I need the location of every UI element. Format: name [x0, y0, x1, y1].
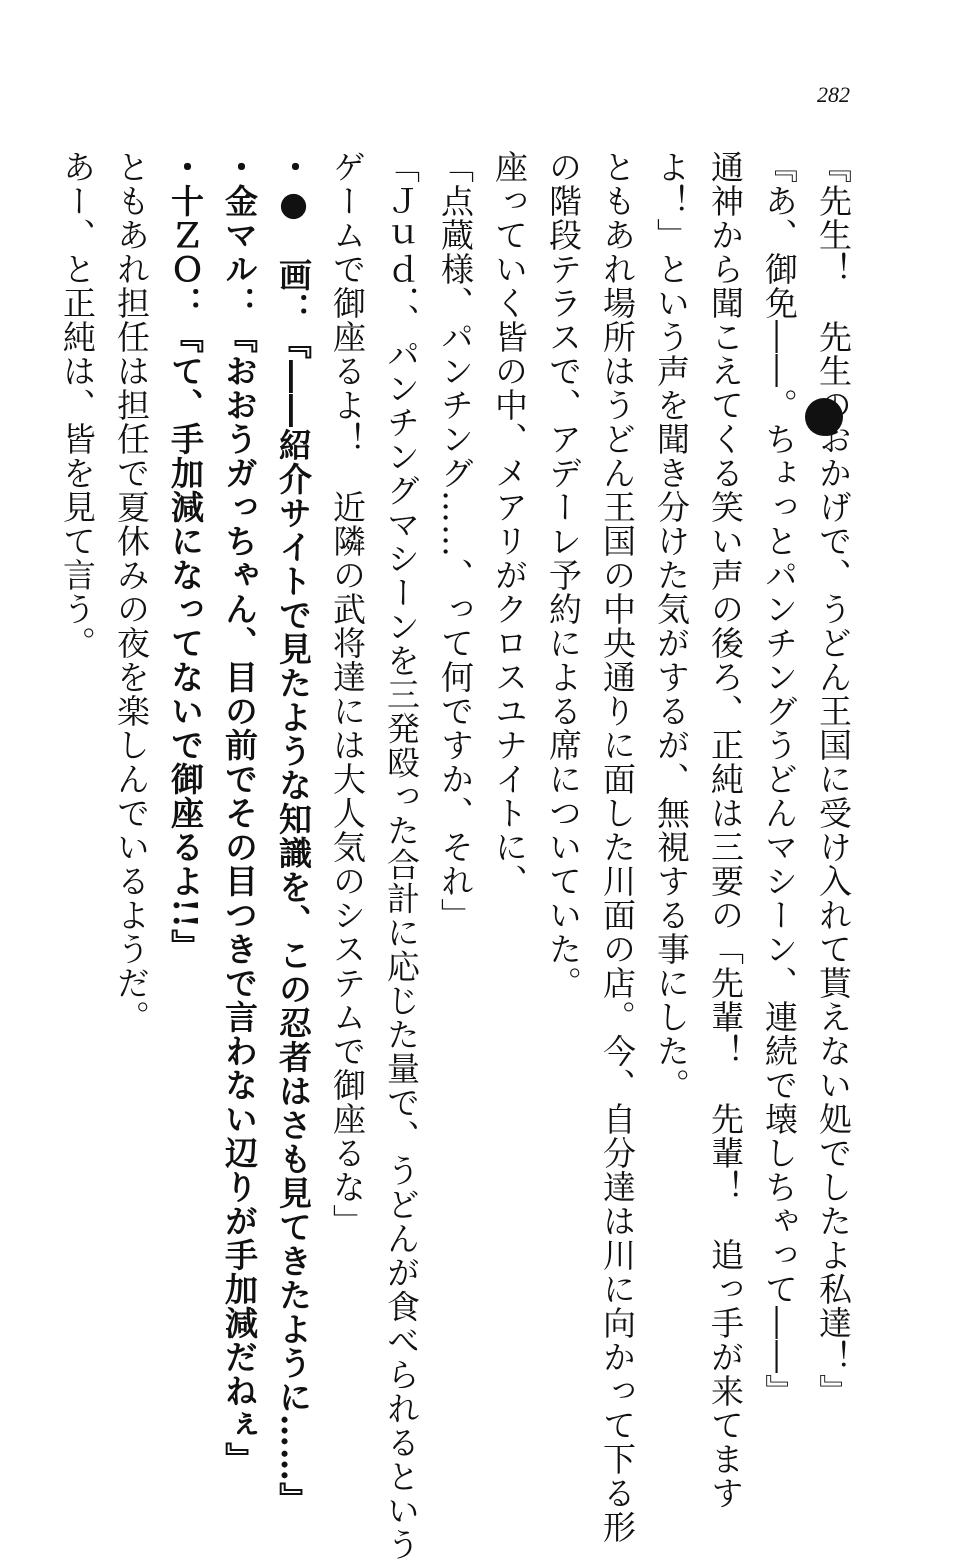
chat-line: ・● 画：『――紹介サイトで見たような知識を、この忍者はさも見てきたように……』 — [274, 150, 313, 1516]
text-line: の階段テラスで、アデーレ予約による席についていた。 — [544, 150, 583, 1000]
text-line: ともあれ場所はうどん王国の中央通りに面した川面の店。今、自分達は川に向かって下る形 — [598, 150, 637, 1544]
chat-line: ・金マル：『おおうガっちゃん、目の前でその目つきで言わない辺りが手加減だねぇ』 — [220, 150, 259, 1476]
body-text — [50, 150, 860, 1562]
text-line: 「Ｊｕｄ．、パンチングマシーンを三発殴った合計に応じた量で、うどんが食べられるという — [382, 150, 421, 1562]
text-line: 通神から聞こえてくる笑い声の後ろ、正純は三要の「先輩！ 先輩！ 追っ手が来てます — [706, 150, 745, 1510]
text-line: あー、と正純は、皆を見て言う。 — [58, 150, 97, 660]
text-line: よ！」という声を聞き分けた気がするが、無視する事にした。 — [652, 150, 691, 1102]
text-line: ゲームで御座るよ！ 近隣の武将達には大人気のシステムで御座るな」 — [328, 150, 367, 1238]
chat-line: ・十ＺＯ：『て、手加減になってないで御座るよ!!』 — [166, 150, 205, 963]
text-line: ともあれ担任は担任で夏休みの夜を楽しんでいるようだ。 — [112, 150, 151, 1034]
text-line: 座っていく皆の中、メアリがクロスユナイトに、 — [490, 150, 529, 898]
text-line: 『あ、御免――。ちょっとパンチングうどんマシーン、連続で壊しちゃって――』 — [760, 150, 799, 1408]
page-number: 282 — [817, 82, 850, 107]
text-line: 『先生！ 先生のおかげで、うどん王国に受け入れて貰えない処でしたよ私達！』 — [814, 150, 853, 1408]
text-line: 「点蔵様、パンチング……、って何ですか、それ」 — [436, 150, 475, 932]
